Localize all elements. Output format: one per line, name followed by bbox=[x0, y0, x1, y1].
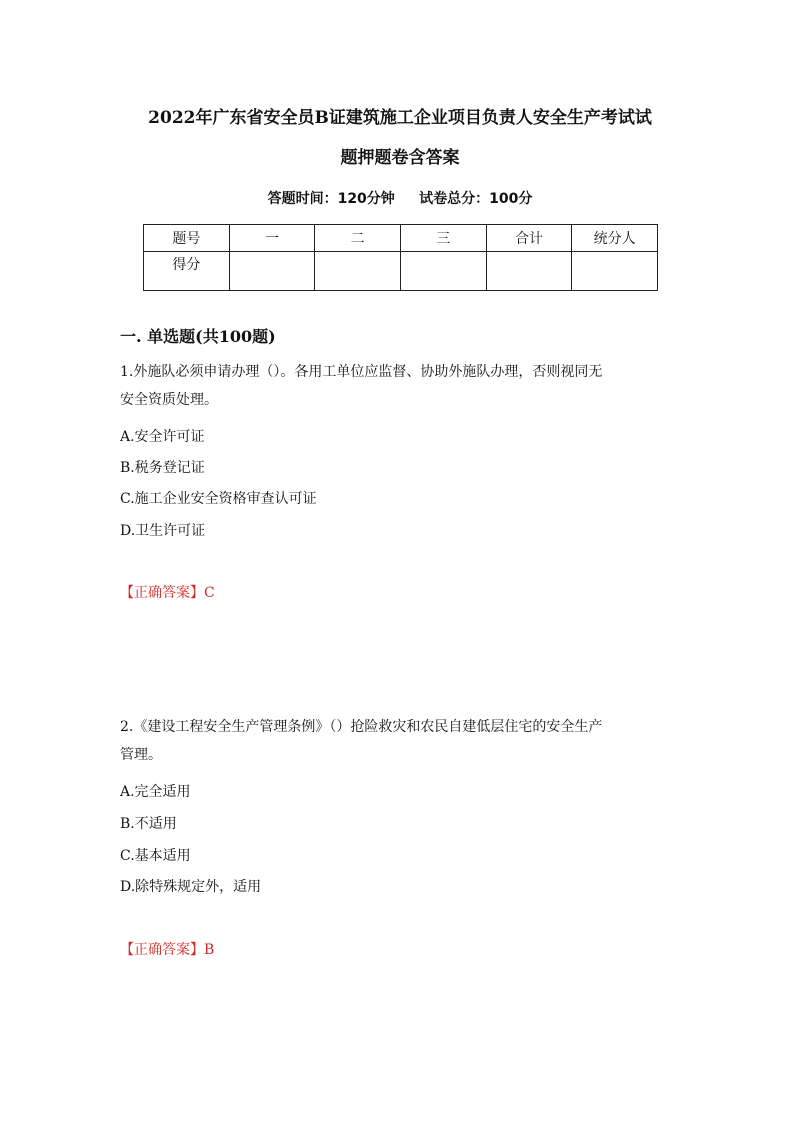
score-header-cell: 一 bbox=[229, 225, 315, 252]
score-table-score-row bbox=[144, 252, 658, 291]
score-cell bbox=[486, 252, 572, 291]
option-a: A.安全许可证 bbox=[120, 429, 205, 445]
score-cell bbox=[315, 252, 401, 291]
question-2 bbox=[120, 713, 680, 769]
score-header-cell: 三 bbox=[400, 225, 486, 252]
option-c: C.施工企业安全资格审查认可证 bbox=[120, 491, 317, 507]
question-1 bbox=[120, 358, 680, 414]
exam-meta: 答题时间：120分钟 试卷总分：100分 bbox=[267, 191, 533, 207]
correct-answer: 【正确答案】C bbox=[120, 585, 215, 601]
option-d: D.卫生许可证 bbox=[120, 523, 206, 539]
option-c: C.基本适用 bbox=[120, 848, 191, 864]
score-header-cell: 题号 bbox=[144, 225, 230, 252]
question-text-line: 管理。 bbox=[120, 747, 162, 763]
correct-answer: 【正确答案】B bbox=[120, 942, 215, 958]
title-line-1: 2022年广东省安全员B证建筑施工企业项目负责人安全生产考试试 bbox=[148, 108, 652, 128]
section-heading: 一. 单选题(共100题) bbox=[120, 327, 276, 346]
score-cell bbox=[229, 252, 315, 291]
score-header-cell: 二 bbox=[315, 225, 401, 252]
question-text-line: 2.《建设工程安全生产管理条例》（）抢险救灾和农民自建低层住宅的安全生产 bbox=[120, 719, 603, 735]
title-line-2: 题押题卷含答案 bbox=[340, 148, 460, 168]
option-b: B.不适用 bbox=[120, 816, 177, 832]
option-a: A.完全适用 bbox=[120, 784, 191, 800]
score-header-cell: 合计 bbox=[486, 225, 572, 252]
option-b: B.税务登记证 bbox=[120, 460, 205, 476]
question-text-line: 1.外施队必须申请办理（）。各用工单位应监督、协助外施队办理，否则视同无 bbox=[120, 364, 603, 380]
score-row-label: 得分 bbox=[144, 252, 230, 291]
score-header-cell: 统分人 bbox=[572, 225, 658, 252]
option-d: D.除特殊规定外，适用 bbox=[120, 879, 262, 895]
score-cell bbox=[400, 252, 486, 291]
question-text-line: 安全资质处理。 bbox=[120, 392, 218, 408]
score-table bbox=[143, 224, 658, 291]
score-cell bbox=[572, 252, 658, 291]
score-table-header-row bbox=[144, 225, 658, 252]
